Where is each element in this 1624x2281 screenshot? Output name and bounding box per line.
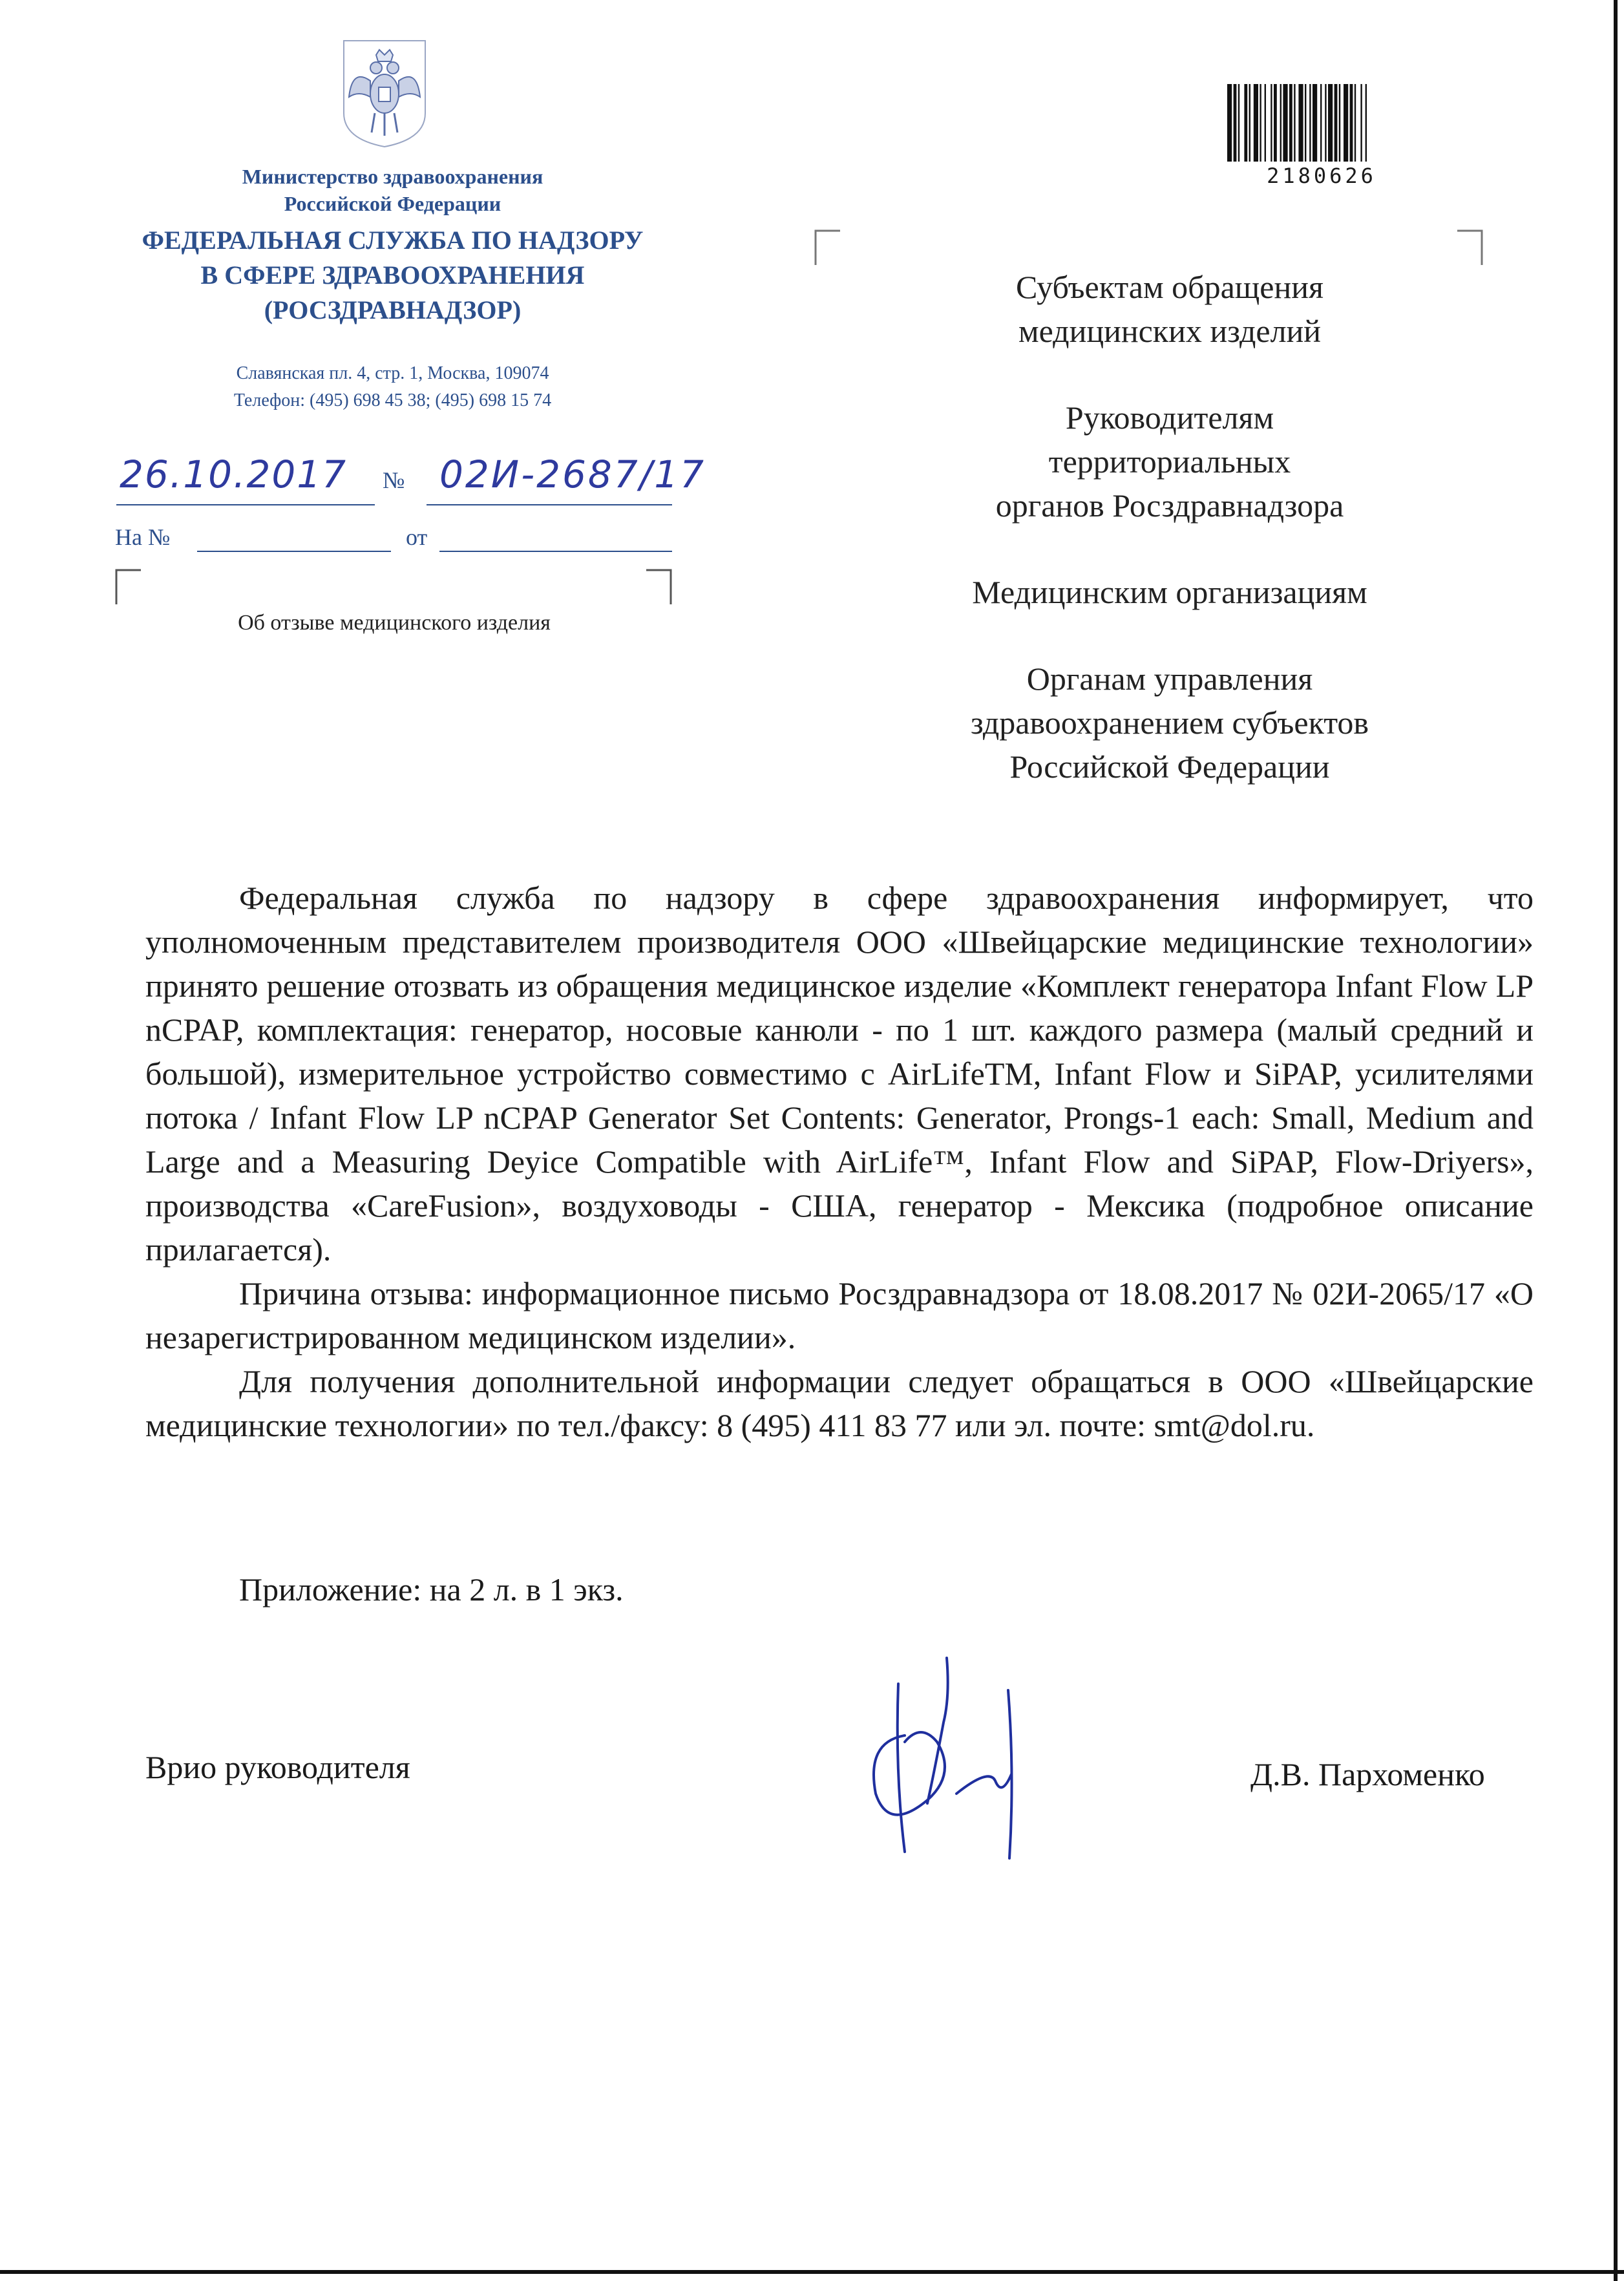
ref-number-label: На №: [115, 524, 171, 550]
number-underline: [427, 504, 672, 505]
corner-bracket: [646, 569, 672, 604]
recipient: Руководителям территориальных органов Росздравнадзора: [995, 399, 1344, 524]
recipient: Субъектам обращения медицинских изделий: [1016, 269, 1323, 349]
recipients-block: [905, 265, 1435, 831]
barcode: [1225, 84, 1418, 162]
attachment-note: Приложение: на 2 л. в 1 экз.: [239, 1571, 624, 1607]
body-paragraph: Федеральная служба по надзору в сфере здравоохранения информирует, что уполномоченным представителем производителя ООО «Швейцарские медицинские технологии» принято решение отозвать из обращения медицинское изделие «Комплект генератора Infant Flow LP nCPAP, комплектация: генератор, носовые канюли - по 1 шт. каждого размера (малый средний и большой), измерительное устройство совместимо с AirLifeTM, Infant Flow и SiPAP, усилителями потока / Infant Flow LP nCPAP Generator Set Contents: Generator, Prongs-1 each: Small, Medium and Large and a Measuring Deyice Compatible with AirLife™, Infant Flow and SiPAP, Flow-Driyers», производства «CareFusion», воздуховоды - США, генератор - Мексика (подробное описание прилагается).: [145, 880, 1534, 1268]
page-edge: [1614, 0, 1618, 2281]
recipient: Органам управления здравоохранением субъектов Российской Федерации: [970, 661, 1369, 785]
corner-bracket: [115, 569, 141, 604]
registration-date: 26.10.2017: [120, 452, 348, 496]
letter-body: [145, 876, 1534, 1447]
corner-bracket: [1457, 229, 1483, 265]
body-paragraph: Для получения дополнительной информации следует обращаться в ООО «Швейцарские медицинские технологии» по тел./факсу: 8 (495) 411 83 77 или эл. почте: smt@dol.ru.: [145, 1363, 1534, 1443]
handwritten-signature: [859, 1645, 1060, 1865]
ref-number-underline: [197, 551, 391, 552]
agency-name: ФЕДЕРАЛЬНАЯ СЛУЖБА ПО НАДЗОРУ В СФЕРЕ ЗДРАВООХРАНЕНИЯ (РОСЗДРАВНАДЗОР): [142, 226, 644, 324]
document-subject: Об отзыве медицинского изделия: [238, 611, 551, 635]
date-underline: [116, 504, 375, 505]
signatory-position: Врио руководителя: [145, 1749, 410, 1785]
ref-date-label: от: [406, 524, 428, 550]
recipient: Медицинским организациям: [972, 574, 1367, 610]
corner-bracket: [814, 229, 840, 265]
barcode-number: 2180626: [1267, 164, 1376, 188]
registration-number: 02И-2687/17: [439, 452, 706, 496]
page-edge: [0, 2270, 1624, 2274]
number-label: №: [383, 467, 405, 493]
signatory-name: Д.В. Пархоменко: [1250, 1756, 1485, 1792]
ref-date-underline: [439, 551, 672, 552]
state-emblem-icon: [336, 36, 433, 149]
ministry-name: Министерство здравоохранения Российской Федерации: [242, 165, 543, 215]
body-paragraph: Причина отзыва: информационное письмо Росздравнадзора от 18.08.2017 № 02И-2065/17 «О незарегистрированном медицинском изделии».: [145, 1275, 1534, 1355]
agency-address: Славянская пл. 4, стр. 1, Москва, 109074 Телефон: (495) 698 45 38; (495) 698 15 74: [233, 363, 552, 410]
